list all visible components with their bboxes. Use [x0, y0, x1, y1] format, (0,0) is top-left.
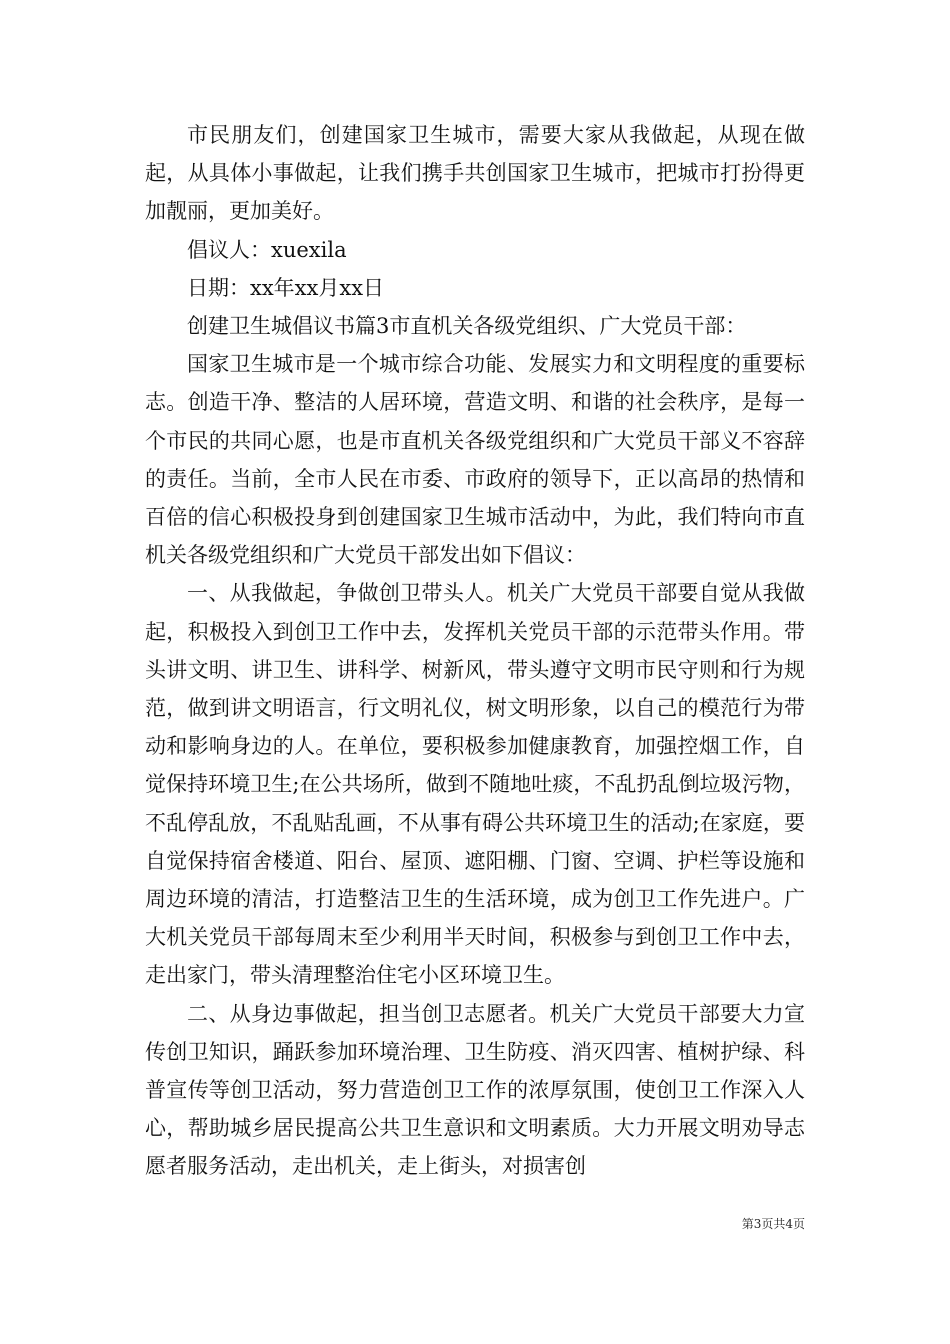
proposal-one-paragraph: 一、从我做起，争做创卫带头人。机关广大党员干部要自觉从我做起，积极投入到创卫工作中去，发挥机关党员干部的示范带头作用。带头讲文明、讲卫生、讲科学、树新风，带头遵守文明市民守则和行为规范，做到讲文明语言，行文明礼仪，树文明形象，以自己的模范行为带动和影响身边的人。在单位，要积极参加健康教育，加强控烟工作，自觉保持环境卫生;在公共场所，做到不随地吐痰，不乱扔乱倒垃圾污物，不乱停乱放，不乱贴乱画，不从事有碍公共环境卫生的活动;在家庭，要自觉保持宿舍楼道、阳台、屋顶、遮阳棚、门窗、空调、护栏等设施和周边环境的清洁，打造整洁卫生的生活环境，成为创卫工作先进户。广大机关党员干部每周末至少利用半天时间，积极参与到创卫工作中去，走出家门，带头清理整治住宅小区环境卫生。	[145, 581, 805, 988]
closing-paragraph: 市民朋友们，创建国家卫生城市，需要大家从我做起，从现在做起，从具体小事做起，让我们携手共创国家卫生城市，把城市打扮得更加靓丽，更加美好。	[145, 123, 805, 224]
section-heading-line: 创建卫生城倡议书篇3市直机关各级党组织、广大党员干部：	[187, 314, 747, 339]
intro-paragraph: 国家卫生城市是一个城市综合功能、发展实力和文明程度的重要标志。创造干净、整洁的人居环境，营造文明、和谐的社会秩序，是每一个市民的共同心愿，也是市直机关各级党组织和广大党员干部义不容辞的责任。当前，全市人民在市委、市政府的领导下，正以高昂的热情和百倍的信心积极投身到创建国家卫生城市活动中，为此，我们特向市直机关各级党组织和广大党员干部发出如下倡议：	[145, 352, 805, 568]
page-number-footer: 第3页共4页	[741, 1217, 805, 1231]
signatory-line: 倡议人：xuexila	[187, 237, 347, 262]
date-line: 日期：xx年xx月xx日	[187, 275, 385, 300]
document-page	[145, 116, 805, 1186]
proposal-two-paragraph: 二、从身边事做起，担当创卫志愿者。机关广大党员干部要大力宣传创卫知识，踊跃参加环境治理、卫生防疫、消灭四害、植树护绿、科普宣传等创卫活动，努力营造创卫工作的浓厚氛围，使创卫工作深入人心，帮助城乡居民提高公共卫生意识和文明素质。大力开展文明劝导志愿者服务活动，走出机关，走上街头，对损害创	[145, 1001, 805, 1179]
